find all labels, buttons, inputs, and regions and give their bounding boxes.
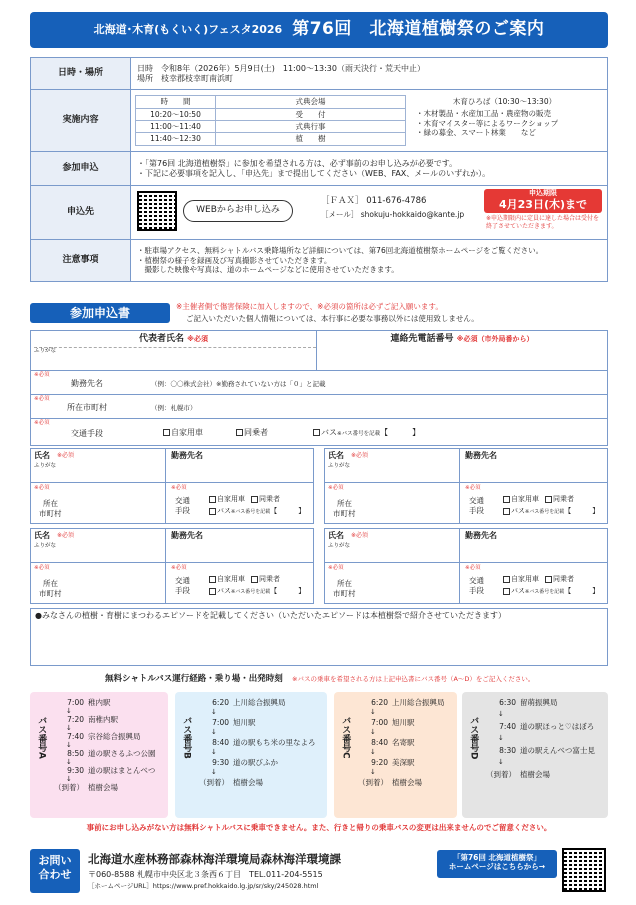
down-arrow-icon: ↓ bbox=[66, 723, 72, 732]
checkbox[interactable] bbox=[209, 576, 216, 583]
down-arrow-icon: ↓ bbox=[498, 758, 504, 766]
deadline-note: ※申込期限内に定員に達した場合は受付を終了させていただきます。 bbox=[486, 215, 600, 230]
bus-title: 無料シャトルバス運行経路・乗り場・出発時刻 bbox=[105, 674, 283, 684]
checkbox[interactable] bbox=[163, 429, 170, 436]
bus-stop: 道の駅はまとんべつ bbox=[88, 766, 156, 775]
required-mark: ※必須 bbox=[34, 372, 50, 378]
required-mark: ※必須 bbox=[171, 565, 187, 571]
homepage-line: 「第76回 北海道植樹祭」 bbox=[452, 853, 542, 862]
apply-to-label: 申込先 bbox=[31, 186, 131, 240]
checkbox[interactable] bbox=[236, 429, 243, 436]
transport-options bbox=[209, 493, 305, 518]
notes-label: 注意事項 bbox=[31, 240, 131, 282]
required-mark: ※必須 bbox=[34, 565, 50, 571]
transport-options bbox=[503, 573, 599, 598]
checkbox[interactable] bbox=[251, 576, 258, 583]
bus-time: 7:00 bbox=[67, 698, 84, 707]
ride-option-label: 同乗者 bbox=[553, 495, 574, 503]
apply-line: ・「第76回 北海道植樹祭」に参加を希望される方は、必ず事前のお申し込みが必要です。 bbox=[137, 158, 458, 168]
bus-stop: 留萌振興局 bbox=[520, 698, 558, 707]
car-option-label: 自家用車 bbox=[171, 428, 203, 437]
fax-number: ［ＦＡＸ］ 011-676-4786 bbox=[321, 196, 427, 206]
bus-route-card bbox=[30, 692, 168, 818]
bus-option[interactable] bbox=[209, 585, 305, 598]
transport-option-row bbox=[503, 573, 599, 585]
companion-form bbox=[324, 528, 608, 604]
bus-time: 6:20 bbox=[212, 698, 229, 707]
down-arrow-icon: ↓ bbox=[66, 757, 72, 766]
bus-time: （到着） bbox=[54, 783, 84, 792]
date-line: 日時 令和8年（2026年）5月9日(土) 11:00～13:30（雨天決行・荒天中止） bbox=[137, 63, 425, 73]
down-arrow-icon: ↓ bbox=[66, 706, 72, 715]
transport-label: 手段 bbox=[469, 506, 484, 515]
ride-option[interactable] bbox=[251, 495, 280, 503]
car-option-label: 自家用車 bbox=[217, 495, 245, 503]
furigana-label: ふりがな bbox=[34, 347, 316, 355]
notes-line: 撮影した映像や写真は、道のホームページなどに使用させていただきます。 bbox=[137, 265, 399, 275]
transport-row bbox=[31, 419, 607, 445]
bus-stop: 南稚内駅 bbox=[88, 715, 118, 724]
mokuiku-item: ・木材製品・水産加工品・農産物の販売 bbox=[416, 109, 551, 119]
bus-option[interactable] bbox=[503, 585, 599, 598]
bus-option-label: バス bbox=[511, 507, 525, 515]
apply-line: ・下記に必要事項を記入し、「申込先」まで提出してください（WEB、FAX、メールのいずれか）。 bbox=[137, 168, 491, 178]
companion-form bbox=[30, 448, 314, 524]
transport-label: 交通 bbox=[469, 576, 484, 585]
work-label: 勤務先名 bbox=[465, 531, 497, 540]
episode-field[interactable] bbox=[30, 608, 608, 666]
work-label: 勤務先名 bbox=[171, 451, 203, 460]
checkbox[interactable] bbox=[503, 588, 510, 595]
car-option[interactable] bbox=[503, 495, 539, 503]
episode-label: ●みなさんの植樹・育樹にまつわるエピソードを記載してください（いただいたエピソードは本植樹祭で紹介させていただきます） bbox=[35, 611, 506, 620]
location-label: 市町村 bbox=[39, 589, 62, 598]
bus-option-label: バス bbox=[321, 428, 337, 437]
transport-options bbox=[209, 573, 305, 598]
date-label: 日時・場所 bbox=[31, 58, 131, 90]
bus-time: （到着） bbox=[486, 770, 516, 779]
down-arrow-icon: ↓ bbox=[498, 710, 504, 718]
checkbox[interactable] bbox=[209, 588, 216, 595]
mokuiku-item: ・木育マイスター等によるワークショップ bbox=[416, 118, 559, 128]
transport-label: 手段 bbox=[175, 506, 190, 515]
phone-required: ※必須（市外局番から） bbox=[456, 335, 534, 343]
car-option[interactable] bbox=[163, 428, 203, 438]
ride-option-label: 同乗者 bbox=[244, 428, 268, 437]
required-mark: ※必須 bbox=[187, 335, 208, 343]
required-mark: ※必須 bbox=[34, 420, 50, 426]
bus-time: 9:20 bbox=[371, 758, 388, 767]
program-event: 植 樹 bbox=[216, 133, 406, 145]
bus-option-label: バス bbox=[217, 507, 231, 515]
bus-route-card bbox=[175, 692, 327, 818]
work-label: 勤務先名 bbox=[465, 451, 497, 460]
bus-stop: 旭川駅 bbox=[233, 718, 256, 727]
program-time: 10:20～10:50 bbox=[136, 108, 216, 120]
program-event: 式典行事 bbox=[216, 121, 406, 133]
required-mark: ※必須 bbox=[34, 485, 50, 491]
work-label: 勤務先名 bbox=[171, 531, 203, 540]
bus-time: 8:50 bbox=[67, 749, 84, 758]
required-mark: ※必須 bbox=[171, 485, 187, 491]
ride-option-label: 同乗者 bbox=[259, 495, 280, 503]
inquiry-line: お問い bbox=[38, 854, 72, 867]
program-header: 木育ひろば（10:30～13:30） bbox=[452, 97, 557, 107]
transport-label: 手段 bbox=[175, 586, 190, 595]
required-mark: ※必須 bbox=[57, 452, 75, 459]
bus-option[interactable] bbox=[503, 505, 599, 518]
homepage-line: ホームページはこちらから→ bbox=[448, 862, 546, 872]
bus-time: 6:20 bbox=[371, 698, 388, 707]
bus-stop: 道の駅もち米の里なよろ bbox=[233, 738, 316, 747]
bus-warning: 事前にお申し込みがない方は無料シャトルバスに乗車できません。また、行きと帰りの乗車バスの変更は出来ませんのでご留意ください。 bbox=[86, 823, 552, 832]
transport-option-row bbox=[209, 573, 305, 585]
checkbox[interactable] bbox=[545, 576, 552, 583]
car-option[interactable] bbox=[209, 495, 245, 503]
down-arrow-icon: ↓ bbox=[370, 748, 376, 756]
bus-note: ※バスの乗車を希望される方は上記申込書にバス番号（A～D）をご記入ください。 bbox=[292, 675, 535, 683]
bus-time: 8:40 bbox=[371, 738, 388, 747]
transport-label: 交通 bbox=[175, 496, 190, 505]
transport-options bbox=[503, 493, 599, 518]
bus-stop: 植樹会場 bbox=[88, 783, 118, 792]
work-hint: （例：〇〇株式会社）※勤務されていない方は「０」と記載 bbox=[151, 380, 326, 388]
bus-time: 7:40 bbox=[67, 732, 84, 741]
bus-stop: 稚内駅 bbox=[88, 698, 111, 707]
bus-time: （到着） bbox=[199, 778, 229, 787]
bus-option-label: バス bbox=[511, 587, 525, 595]
bus-time: 8:40 bbox=[212, 738, 229, 747]
down-arrow-icon: ↓ bbox=[370, 768, 376, 776]
notes-line: ・植樹祭の様子を録画及び写真撮影させていただきます。 bbox=[137, 255, 332, 265]
down-arrow-icon: ↓ bbox=[211, 748, 217, 756]
checkbox[interactable] bbox=[503, 496, 510, 503]
bus-route-label: バス番号C bbox=[340, 716, 351, 759]
name-label: 氏名 bbox=[328, 451, 344, 460]
transport-label: 交通 bbox=[469, 496, 484, 505]
companion-form bbox=[30, 528, 314, 604]
name-label: 氏名 bbox=[328, 531, 344, 540]
bus-route-card bbox=[334, 692, 457, 818]
bus-option[interactable] bbox=[209, 505, 305, 518]
bus-number-bracket: 【 】 bbox=[564, 587, 600, 595]
down-arrow-icon: ↓ bbox=[211, 728, 217, 736]
bus-stop: 道の駅えんべつ富士見 bbox=[520, 746, 595, 755]
checkbox[interactable] bbox=[503, 576, 510, 583]
web-apply-button[interactable]: WEBからお申し込み bbox=[183, 200, 293, 222]
form-note: ※主催者側で傷害保険に加入しますので、※必須の箇所は必ずご記入願います。 bbox=[176, 302, 443, 311]
title-prefix: 北海道･木育(もくいく)フェスタ2026 bbox=[93, 23, 283, 37]
mokuiku-item: ・緑の募金、スマート林業 など bbox=[416, 127, 536, 137]
car-option[interactable] bbox=[209, 575, 245, 583]
ride-option[interactable] bbox=[251, 575, 280, 583]
car-option-label: 自家用車 bbox=[511, 495, 539, 503]
city-row[interactable] bbox=[31, 395, 607, 419]
bus-option-label: バス bbox=[217, 587, 231, 595]
bus-time: 8:30 bbox=[499, 746, 516, 755]
deadline-value: 4月23日(木)まで bbox=[498, 197, 588, 211]
work-label: 勤務先名 bbox=[71, 379, 103, 388]
required-mark: ※必須 bbox=[465, 565, 481, 571]
transport-label: 手段 bbox=[469, 586, 484, 595]
bus-number-hint: ※バス番号を記載 bbox=[231, 589, 271, 595]
bus-stop: 植樹会場 bbox=[520, 770, 550, 779]
bus-stop: 道の駅さるふつ公園 bbox=[88, 749, 156, 758]
ride-option[interactable] bbox=[545, 575, 574, 583]
companion-form bbox=[324, 448, 608, 524]
ride-option[interactable] bbox=[545, 495, 574, 503]
city-label: 所在市町村 bbox=[67, 403, 107, 412]
bus-stop: 植樹会場 bbox=[392, 778, 422, 787]
location-label: 所在 bbox=[43, 579, 58, 588]
bus-time: 7:00 bbox=[371, 718, 388, 727]
homepage-link[interactable] bbox=[437, 850, 557, 878]
down-arrow-icon: ↓ bbox=[66, 774, 72, 783]
bus-number-bracket: 【 】 bbox=[380, 428, 421, 437]
down-arrow-icon: ↓ bbox=[498, 734, 504, 742]
required-mark: ※必須 bbox=[328, 565, 344, 571]
bus-stop: 道の駅ほっと♡はぼろ bbox=[520, 722, 595, 731]
place-line: 場所 枝幸郡枝幸町南浜町 bbox=[137, 73, 233, 83]
program-header: 式典会場 bbox=[216, 96, 406, 108]
checkbox[interactable] bbox=[209, 508, 216, 515]
required-mark: ※必須 bbox=[351, 452, 369, 459]
car-option[interactable] bbox=[503, 575, 539, 583]
page-title: 第76回 北海道植樹祭のご案内 bbox=[292, 19, 545, 40]
location-label: 所在 bbox=[43, 499, 58, 508]
location-label: 市町村 bbox=[333, 589, 356, 598]
info-table bbox=[30, 57, 608, 282]
program-event: 受 付 bbox=[216, 108, 406, 120]
checkbox[interactable] bbox=[209, 496, 216, 503]
down-arrow-icon: ↓ bbox=[370, 708, 376, 716]
apply-label: 参加申込 bbox=[31, 152, 131, 186]
bus-route-label: バス番号B bbox=[181, 716, 192, 759]
address: 〒060-8588 札幌市中央区北３条西６丁目 TEL.011-204-5515 bbox=[88, 870, 323, 879]
down-arrow-icon: ↓ bbox=[211, 768, 217, 776]
bus-time: 9:30 bbox=[67, 766, 84, 775]
qr-code-icon[interactable] bbox=[137, 191, 177, 231]
city-hint: （例：札幌市） bbox=[151, 404, 197, 412]
required-mark: ※必須 bbox=[57, 532, 75, 539]
furigana-label: ふりがな bbox=[34, 463, 57, 469]
required-mark: ※必須 bbox=[465, 485, 481, 491]
car-option-label: 自家用車 bbox=[217, 575, 245, 583]
bus-time: 9:30 bbox=[212, 758, 229, 767]
checkbox[interactable] bbox=[251, 496, 258, 503]
bus-time: （到着） bbox=[358, 778, 388, 787]
furigana-label: ふりがな bbox=[34, 543, 57, 549]
car-option-label: 自家用車 bbox=[511, 575, 539, 583]
bus-stop: 旭川駅 bbox=[392, 718, 415, 727]
bus-route-label: バス番号D bbox=[468, 716, 479, 760]
mail-address[interactable]: ［メール］ shokuju-hokkaido@kante.jp bbox=[321, 210, 465, 219]
bus-number-bracket: 【 】 bbox=[270, 587, 306, 595]
name-label: 氏名 bbox=[34, 451, 50, 460]
required-mark: ※必須 bbox=[351, 532, 369, 539]
location-label: 所在 bbox=[337, 579, 352, 588]
ride-option-label: 同乗者 bbox=[259, 575, 280, 583]
bus-stop: 宗谷総合振興局 bbox=[88, 732, 141, 741]
program-time: 11:00～11:40 bbox=[136, 121, 216, 133]
furigana-label: ふりがな bbox=[328, 463, 351, 469]
representative-form bbox=[30, 330, 608, 446]
notes-line: ・駐車場アクセス、無料シャトルバス乗降場所など詳細については、第76回北海道植樹祭ホームページをご覧ください。 bbox=[137, 246, 544, 256]
bus-option[interactable] bbox=[313, 428, 420, 438]
rep-name-field[interactable] bbox=[31, 331, 317, 371]
program-grid bbox=[135, 95, 603, 146]
transport-label: 交通手段 bbox=[71, 429, 103, 438]
location-label: 市町村 bbox=[333, 509, 356, 518]
program-time: 11:40～12:30 bbox=[136, 133, 216, 145]
bus-time: 7:00 bbox=[212, 718, 229, 727]
required-mark: ※必須 bbox=[328, 485, 344, 491]
title-bar bbox=[30, 12, 608, 48]
furigana-label: ふりがな bbox=[328, 543, 351, 549]
bus-route-card bbox=[462, 692, 608, 818]
program-label: 実施内容 bbox=[31, 90, 131, 152]
transport-option-row bbox=[209, 493, 305, 505]
checkbox[interactable] bbox=[503, 508, 510, 515]
phone-label: 連絡先電話番号 bbox=[390, 334, 454, 344]
inquiry-badge bbox=[30, 849, 80, 893]
bus-stop: 美深駅 bbox=[392, 758, 415, 767]
bus-time: 7:40 bbox=[499, 722, 516, 731]
bus-route-label: バス番号A bbox=[36, 716, 47, 759]
bus-time: 7:20 bbox=[67, 715, 84, 724]
ride-option-label: 同乗者 bbox=[553, 575, 574, 583]
bus-stop: 道の駅びふか bbox=[233, 758, 278, 767]
bus-time: 6:30 bbox=[499, 698, 516, 707]
checkbox[interactable] bbox=[545, 496, 552, 503]
department: 北海道水産林務部森林海洋環境局森林海洋環境課 bbox=[88, 852, 341, 866]
bus-number-hint: ※バス番号を記載 bbox=[337, 431, 381, 437]
deadline-badge bbox=[484, 189, 602, 213]
required-mark: ※必須 bbox=[34, 396, 50, 402]
down-arrow-icon: ↓ bbox=[66, 740, 72, 749]
bus-stop: 上川総合振興局 bbox=[233, 698, 286, 707]
bus-number-bracket: 【 】 bbox=[564, 507, 600, 515]
work-row[interactable] bbox=[31, 371, 607, 395]
rep-name-label: 代表者氏名 bbox=[139, 334, 185, 344]
homepage-url[interactable]: ［ホームページURL］https://www.pref.hokkaido.lg.jp/sr/sky/245028.html bbox=[88, 882, 319, 890]
program-header: 時 間 bbox=[136, 96, 216, 108]
phone-field[interactable] bbox=[317, 331, 607, 371]
deadline-label: 申込期限 bbox=[529, 189, 557, 197]
bus-number-hint: ※バス番号を記載 bbox=[525, 589, 565, 595]
bus-stop: 植樹会場 bbox=[233, 778, 263, 787]
name-label: 氏名 bbox=[34, 531, 50, 540]
transport-option-row bbox=[503, 493, 599, 505]
bus-stop: 上川総合振興局 bbox=[392, 698, 445, 707]
inquiry-line: 合わせ bbox=[38, 867, 72, 881]
ride-option[interactable] bbox=[236, 428, 268, 438]
bus-stop: 名寄駅 bbox=[392, 738, 415, 747]
bus-number-hint: ※バス番号を記載 bbox=[525, 509, 565, 515]
transport-label: 交通 bbox=[175, 576, 190, 585]
checkbox[interactable] bbox=[313, 429, 320, 436]
bus-number-hint: ※バス番号を記載 bbox=[231, 509, 271, 515]
qr-code-icon[interactable] bbox=[562, 848, 606, 892]
down-arrow-icon: ↓ bbox=[211, 708, 217, 716]
form-note: ご記入いただいた個人情報については、本行事に必要な事務以外には使用致しません。 bbox=[186, 314, 479, 323]
location-label: 市町村 bbox=[39, 509, 62, 518]
bus-number-bracket: 【 】 bbox=[270, 507, 306, 515]
down-arrow-icon: ↓ bbox=[370, 728, 376, 736]
form-header: 参加申込書 bbox=[30, 303, 170, 323]
location-label: 所在 bbox=[337, 499, 352, 508]
